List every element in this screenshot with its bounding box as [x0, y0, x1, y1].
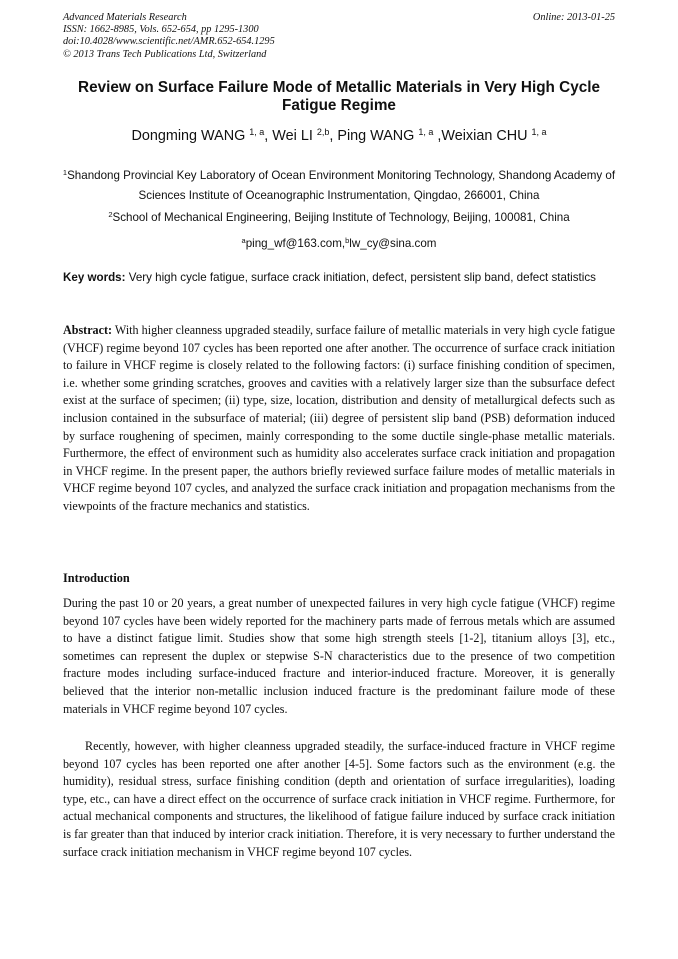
author-name: Dongming WANG: [131, 128, 250, 144]
affiliation-2: [50, 205, 628, 228]
email-b-mark: b: [345, 236, 350, 245]
affiliation-1: [50, 163, 628, 205]
copyright-line: © 2013 Trans Tech Publications Ltd, Switzerland: [63, 48, 267, 60]
author-affiliation-mark: 1, a: [418, 127, 434, 137]
email-b: lw_cy@sina.com: [349, 237, 437, 250]
author-affiliation-mark: 2,b: [316, 127, 330, 137]
section-heading-introduction: Introduction: [63, 571, 130, 585]
affiliation-1-text: Shandong Provincial Key Laboratory of Ocean Environment Monitoring Technology, Shandong Academy of Sciences Institute of Oceanographic Instrumentation, Qingdao, 266001, China: [67, 169, 616, 202]
keywords-text: Very high cycle fatigue, surface crack initiation, defect, persistent slip band, defect statistics: [125, 271, 596, 284]
author-name: Wei LI: [272, 128, 317, 144]
online-date: Online: 2013-01-25: [532, 12, 615, 23]
doi-line: doi:10.4028/www.scientific.net/AMR.652-654.1295: [63, 36, 275, 48]
email-a: ping_wf@163.com,: [245, 237, 346, 250]
author-emails: [50, 231, 628, 254]
email-a-mark: a: [241, 236, 246, 245]
issn-line: ISSN: 1662-8985, Vols. 652-654, pp 1295-1300: [63, 24, 259, 36]
affiliation-2-text: School of Mechanical Engineering, Beijing Institute of Technology, Beijing, 100081, China: [112, 211, 570, 224]
abstract-label: Abstract:: [63, 323, 113, 337]
author-affiliation-mark: 1, a: [249, 127, 265, 137]
paper-title: Review on Surface Failure Mode of Metallic Materials in Very High Cycle Fatigue Regime: [78, 79, 600, 114]
author-separator: ,: [264, 128, 273, 144]
affiliation-2-mark: 2: [108, 210, 113, 219]
introduction-paragraph-1: During the past 10 or 20 years, a great number of unexpected failures in very high cycle fatigue (VHCF) regime beyond 107 cycles have been widely reported for the machinery parts made of ferrous metals which are assumed to have a distinct fatigue limit. Studies show that some high strength steels [1-2], titanium alloys [3], etc., sometimes can represent the duplex or stepwise S-N characteristics due to the presence of two competition fracture modes including surface-induced fracture and interior-induced fracture. Moreover, it is generally believed that the interior non-metallic inclusion induced fracture is the predominant failure mode of these materials in VHCF regime beyond 107 cycles.: [63, 596, 615, 716]
journal-name: Advanced Materials Research: [63, 12, 187, 23]
author-name: Ping WANG: [337, 128, 419, 144]
author-separator: ,: [329, 128, 338, 144]
author-name: Weixian CHU: [441, 128, 532, 144]
abstract-text: With higher cleanness upgraded steadily, surface failure of metallic materials in very high cycle fatigue (VHCF) regime beyond 107 cycles has been reported one after another. The occurrence of surface crack initiation to failure in VHCF regime is closely related to the following factors: (i) surface finishing condition of specimen, i.e. whether some grinding scratches, grooves and cavities with a relatively larger size than the subsurface defect exist at the surface of specimen; (ii) type, size, location, distribution and density of metallurgical defects such as inclusion contained in the subsurface of material; (iii) degree of persistent slip band (PSB) deformation induced by surface roughening of specimen, mainly corresponding to the some ductile single-phase metallic materials. Furthermore, the effect of environment such as humidity also accelerates surface crack initiation and propagation in VHCF regime. In the present paper, the authors briefly reviewed surface failure modes of metallic materials in VHCF regime beyond 107 cycles, and analyzed the surface crack initiation and propagation mechanisms from the viewpoints of the fracture mechanics and statistics.: [63, 323, 615, 513]
affiliation-1-mark: 1: [62, 168, 68, 177]
introduction-paragraph-2: Recently, however, with higher cleanness upgraded steadily, the surface-induced fracture in VHCF regime beyond 107 cycles has been reported one after another [4-5]. Some factors such as the environment (e.g. the humidity), residual stress, surface finishing condition (depth and orientation of surface irregularities), loading type, etc., can have a direct effect on the occurrence of surface crack initiation in VHCF regime. Furthermore, for actual mechanical components and structures, the likelihood of fatigue failure induced by surface crack initiation is far greater than that induced by interior crack initiation. Therefore, it is very necessary to further understand the surface crack initiation mechanism in VHCF regime beyond 107 cycles.: [63, 739, 615, 859]
author-list: [40, 127, 638, 144]
abstract: [63, 322, 615, 516]
author-separator: ,: [433, 128, 442, 144]
keywords: [63, 269, 615, 287]
author-affiliation-mark: 1, a: [531, 127, 547, 137]
keywords-label: Key words:: [63, 271, 126, 284]
